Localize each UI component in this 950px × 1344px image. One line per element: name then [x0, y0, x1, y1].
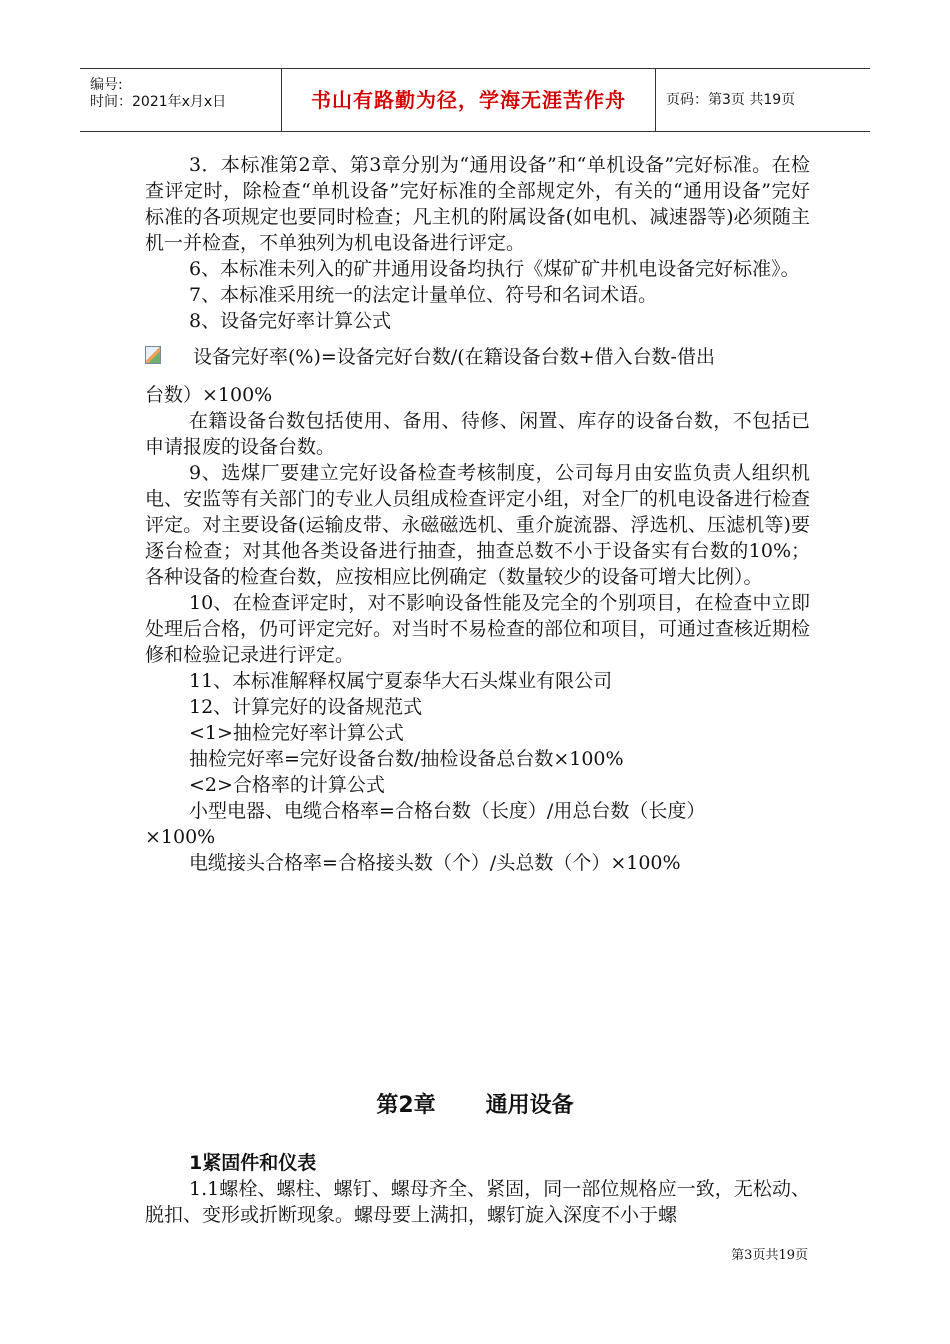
- cable-rate-line-2: ×100%: [145, 826, 216, 848]
- time-label: 时间：2021年x月x日: [90, 94, 227, 110]
- paragraph-10: 10、在检查评定时，对不影响设备性能及完全的个别项目，在检查中立即处理后合格，仍可评定完好。对当时不易检查的部位和项目，可通过查核近期检修和检验记录进行评定。: [145, 592, 811, 666]
- paragraph-3: 3．本标准第2章、第3章分别为“通用设备”和“单机设备”完好标准。在检查评定时，除检查“单机设备”完好标准的全部规定外，有关的“通用设备”完好标准的各项规定也要同时检查；凡主机的附属设备(如电机、减速器等)必须随主机一并检查，不单独列为机电设备进行评定。: [145, 154, 810, 254]
- header-page-label: 页码：第3页 共19页: [666, 92, 796, 108]
- page-footer: 第3页共19页: [731, 1248, 808, 1263]
- section-text: 1.1螺栓、螺柱、螺钉、螺母齐全、紧固，同一部位规格应一致，无松动、脱扣、变形或折断现象。螺母要上满扣，螺钉旋入深度不小于螺: [145, 1178, 810, 1226]
- cable-rate-line-1: 小型电器、电缆合格率=合格台数（长度）/用总台数（长度）: [189, 800, 706, 822]
- chapter-heading: [0, 1088, 950, 1119]
- paragraph-11: 11、本标准解释权属宁夏泰华大石头煤业有限公司: [189, 670, 613, 692]
- joint-rate-formula: 电缆接头合格率=合格接头数（个）/头总数（个）×100%: [189, 852, 681, 874]
- header-motto: 书山有路勤为径，学海无涯苦作舟: [282, 69, 656, 131]
- number-label: 编号:: [90, 77, 123, 93]
- paragraph-inventory: 在籍设备台数包括使用、备用、待修、闲置、库存的设备台数，不包括已申请报废的设备台数。: [145, 410, 810, 458]
- formula-block: [145, 344, 810, 408]
- document-body: [145, 152, 810, 876]
- header-info-cell: [80, 69, 282, 131]
- broken-image-icon: [145, 346, 161, 364]
- paragraph-6: 6、本标准未列入的矿井通用设备均执行《煤矿矿井机电设备完好标准》。: [189, 258, 800, 280]
- formula-line-2: 台数）×100%: [145, 384, 273, 406]
- section-title: 1紧固件和仪表: [189, 1152, 317, 1174]
- section-block: [145, 1150, 810, 1228]
- formula-line-1: 设备完好率(%)=设备完好台数/(在籍设备台数+借入台数-借出: [193, 346, 715, 368]
- page-header: [80, 68, 870, 132]
- sub-heading-2: <2>合格率的计算公式: [189, 774, 385, 796]
- sub-heading-1: <1>抽检完好率计算公式: [189, 722, 404, 744]
- paragraph-9: 9、选煤厂要建立完好设备检查考核制度，公司每月由安监负责人组织机电、安监等有关部门的专业人员组成检查评定小组，对全厂的机电设备进行检查评定。对主要设备(运输皮带、永磁磁选机、重介旋流器、浮选机、压滤机等)要逐台检查；对其他各类设备进行抽查，抽查总数不小于设备实有台数的10%；各种设备的检查台数，应按相应比例确定（数量较少的设备可增大比例）。: [145, 462, 811, 588]
- chapter-title: 通用设备: [485, 1093, 574, 1118]
- paragraph-7: 7、本标准采用统一的法定计量单位、符号和名词术语。: [189, 284, 658, 306]
- paragraph-8: 8、设备完好率计算公式: [189, 310, 392, 332]
- sampling-rate-formula: 抽检完好率=完好设备台数/抽检设备总台数×100%: [189, 748, 624, 770]
- paragraph-12: 12、计算完好的设备规范式: [189, 696, 423, 718]
- chapter-number: 第2章: [376, 1093, 436, 1118]
